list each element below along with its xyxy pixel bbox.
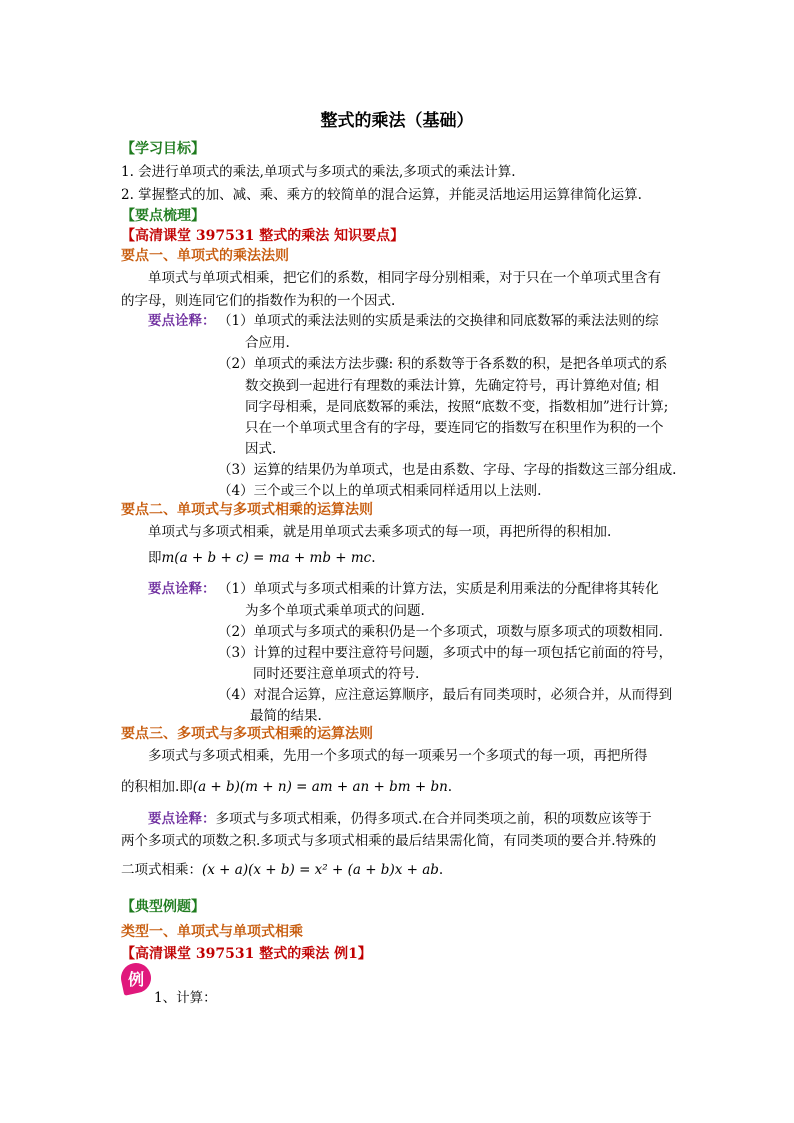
point3-body-1: 多项式与多项式相乘，先用一个多项式的每一项乘另一个多项式的每一项，再把所得 <box>148 748 648 764</box>
point2-formula-prefix: 即 <box>148 550 162 566</box>
point2-formula-line <box>148 546 376 566</box>
point1-note-label: 要点诠释： <box>148 313 216 329</box>
point1-note-1: （1）单项式的乘法法则的实质是乘法的交换律和同底数幂的乘法法则的综 <box>218 313 659 329</box>
example-badge-label: 例 <box>128 969 145 989</box>
point3-special-formula: (x + a)(x + b) = x² + (a + b)x + ab <box>202 862 439 878</box>
point1-note-1-cont: 合应用. <box>245 335 290 351</box>
point1-note-2-cont3: 只在一个单项式里含有的字母，要连同它的指数写在积里作为积的一个 <box>245 420 664 436</box>
point2-note-1-cont: 为多个单项式乘单项式的问题. <box>245 603 425 619</box>
point3-note-3-suffix: . <box>438 862 444 878</box>
point3-formula: (a + b)(m + n) = am + an + bm + bn <box>192 779 448 795</box>
point2-formula-suffix: . <box>371 550 376 566</box>
point3-body-2 <box>121 775 452 795</box>
point2-note-4: （4）对混合运算，应注意运算顺序，最后有同类项时，必须合并，从而得到 <box>218 687 673 703</box>
point2-note-4-cont: 最简的结果. <box>250 708 322 724</box>
point3-body-2-suffix: . <box>447 779 453 795</box>
point3-note-line-3 <box>121 858 443 878</box>
examples-heading: 【典型例题】 <box>121 899 205 915</box>
point1-note-2-cont1: 数交换到一起进行有理数的乘法计算，先确定符号，再计算绝对值; 相 <box>245 378 659 394</box>
point2-note-1: （1）单项式与多项式相乘的计算方法，实质是利用乘法的分配律将其转化 <box>218 581 659 597</box>
point2-note-3: （3）计算的过程中要注意符号问题，多项式中的每一项包括它前面的符号， <box>218 645 673 661</box>
point2-formula: m(a + b + c) = ma + mb + mc <box>161 550 372 566</box>
point3-heading: 要点三、多项式与多项式相乘的运算法则 <box>121 726 373 742</box>
point1-body-line-2: 的字母，则连同它们的指数作为积的一个因式. <box>121 293 396 309</box>
point3-note-3-prefix: 二项式相乘： <box>121 862 202 878</box>
point1-body-line-1: 单项式与单项式相乘，把它们的系数，相同字母分别相乘，对于只在一个单项式里含有 <box>148 270 661 286</box>
point3-note-1: 多项式与多项式相乘，仍得多项式.在合并同类项之前，积的项数应该等于 <box>215 811 652 827</box>
point2-note-2: （2）单项式与多项式的乘积仍是一个多项式，项数与原多项式的项数相同. <box>218 624 663 640</box>
question-1: 1、计算： <box>154 990 217 1006</box>
page-title: 整式的乘法（基础） <box>320 111 474 131</box>
point2-body: 单项式与多项式相乘，就是用单项式去乘多项式的每一项，再把所得的积相加. <box>148 524 612 540</box>
point1-note-2-cont4: 因式. <box>245 441 277 457</box>
type1-heading: 类型一、单项式与单项式相乘 <box>121 924 303 940</box>
goal-item-1: 1. 会进行单项式的乘法,单项式与多项式的乘法,多项式的乘法计算. <box>121 164 516 180</box>
point1-heading: 要点一、单项式的乘法法则 <box>121 248 289 264</box>
point2-note-label: 要点诠释： <box>148 581 216 597</box>
point3-note-label: 要点诠释： <box>148 811 216 827</box>
goals-heading: 【学习目标】 <box>121 141 205 157</box>
point1-note-2-cont2: 同字母相乘，是同底数幂的乘法，按照“底数不变，指数相加”进行计算; <box>245 399 669 415</box>
point1-note-2: （2）单项式的乘法方法步骤: 积的系数等于各系数的积，是把各单项式的系 <box>218 356 668 372</box>
keypoints-heading: 【要点梳理】 <box>121 208 205 224</box>
point2-heading: 要点二、单项式与多项式相乘的运算法则 <box>121 502 373 518</box>
point1-note-4: （4）三个或三个以上的单项式相乘同样适用以上法则. <box>218 483 542 499</box>
point3-body-2-prefix: 的积相加.即 <box>121 779 193 795</box>
keypoints-video-link[interactable]: 【高清课堂 397531 整式的乘法 知识要点】 <box>121 228 405 244</box>
point1-note-3: （3）运算的结果仍为单项式，也是由系数、字母、字母的指数这三部分组成. <box>218 462 677 478</box>
point3-note-line-1 <box>148 807 652 827</box>
point2-note-3-cont: 同时还要注意单项式的符号. <box>253 666 420 682</box>
point3-note-2: 两个多项式的项数之积.多项式与多项式相乘的最后结果需化简，有同类项的要合并.特殊的 <box>121 833 657 849</box>
example-badge-icon <box>118 960 154 996</box>
examples-video-link[interactable]: 【高清课堂 397531 整式的乘法 例1】 <box>121 946 372 962</box>
goal-item-2: 2. 掌握整式的加、减、乘、乘方的较简单的混合运算，并能灵活地运用运算律简化运算. <box>121 187 642 203</box>
